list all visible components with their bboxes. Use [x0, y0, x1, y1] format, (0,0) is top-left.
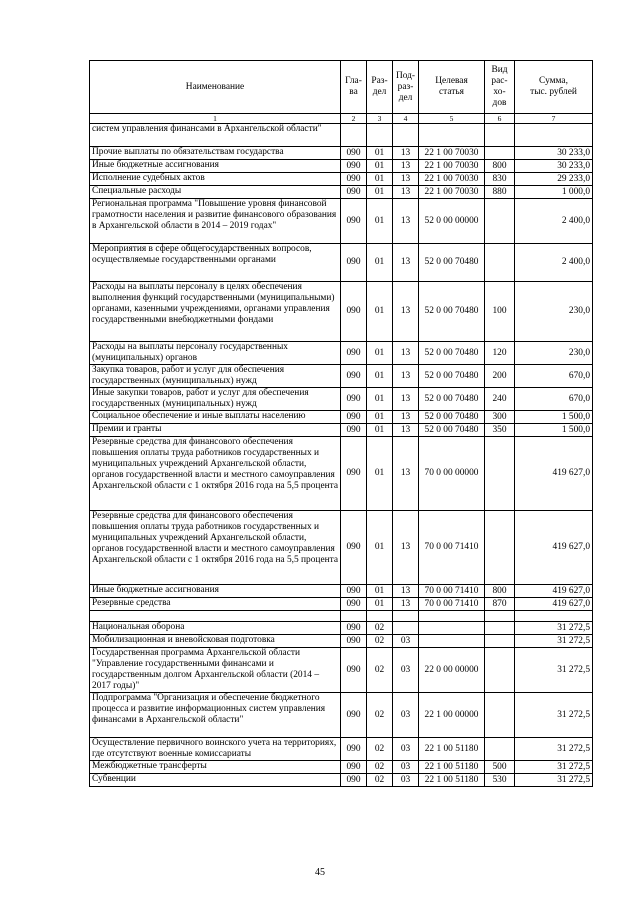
- row-podrazdel: 13: [393, 186, 419, 199]
- row-vid: [485, 611, 515, 622]
- row-razdel: 01: [367, 282, 393, 342]
- row-podrazdel: 13: [393, 437, 419, 511]
- row-sum: 1 500,0: [515, 424, 593, 437]
- row-sum: [515, 611, 593, 622]
- row-target: 22 0 00 00000: [419, 648, 485, 693]
- row-vid: 100: [485, 282, 515, 342]
- table-row: [90, 622, 593, 635]
- row-name: Иные бюджетные ассигнования: [90, 585, 341, 598]
- row-podrazdel: 13: [393, 160, 419, 173]
- row-glava: 090: [341, 635, 367, 648]
- row-glava: 090: [341, 424, 367, 437]
- row-glava: 090: [341, 437, 367, 511]
- row-razdel: 02: [367, 738, 393, 761]
- table-row-blank: [90, 611, 593, 622]
- row-podrazdel: 03: [393, 774, 419, 787]
- row-target: 22 1 00 51180: [419, 774, 485, 787]
- row-name: Мероприятия в сфере общегосударственных вопросов, осуществляемые государственными органами: [90, 244, 341, 282]
- row-podrazdel: 13: [393, 147, 419, 160]
- row-sum: 31 272,5: [515, 622, 593, 635]
- row-vid: [485, 635, 515, 648]
- row-sum: 230,0: [515, 342, 593, 365]
- row-razdel: 01: [367, 424, 393, 437]
- row-razdel: 02: [367, 693, 393, 738]
- table-row: [90, 511, 593, 585]
- row-podrazdel: 13: [393, 424, 419, 437]
- table-row: [90, 761, 593, 774]
- row-sum: 2 400,0: [515, 199, 593, 244]
- row-target: 52 0 00 70480: [419, 424, 485, 437]
- row-sum: 1 500,0: [515, 411, 593, 424]
- col-number: 3: [367, 114, 393, 124]
- row-podrazdel: [393, 124, 419, 147]
- row-razdel: 01: [367, 437, 393, 511]
- row-razdel: 02: [367, 761, 393, 774]
- row-vid: [485, 437, 515, 511]
- row-razdel: 01: [367, 160, 393, 173]
- header-sum-text: Сумма, тыс. рублей: [530, 76, 577, 97]
- row-glava: 090: [341, 598, 367, 611]
- row-glava: [341, 124, 367, 147]
- table-header-row: [90, 61, 593, 114]
- row-target: 52 0 00 70480: [419, 244, 485, 282]
- row-razdel: 01: [367, 411, 393, 424]
- row-target: 70 0 00 00000: [419, 437, 485, 511]
- row-target: 22 1 00 70030: [419, 160, 485, 173]
- row-vid: [485, 738, 515, 761]
- col-number: 6: [485, 114, 515, 124]
- table-row: [90, 693, 593, 738]
- row-sum: 230,0: [515, 282, 593, 342]
- row-name: Премии и гранты: [90, 424, 341, 437]
- header-razdel: [367, 61, 393, 114]
- row-glava: 090: [341, 186, 367, 199]
- row-vid: 300: [485, 411, 515, 424]
- row-sum: 31 272,5: [515, 648, 593, 693]
- row-glava: 090: [341, 160, 367, 173]
- row-podrazdel: 13: [393, 365, 419, 388]
- row-target: 52 0 00 70480: [419, 411, 485, 424]
- row-podrazdel: 13: [393, 173, 419, 186]
- row-name: Мобилизационная и вневойсковая подготовка: [90, 635, 341, 648]
- row-target: 52 0 00 70480: [419, 388, 485, 411]
- header-podrazdel-text: Под- раз- дел: [395, 70, 416, 103]
- row-vid: [485, 199, 515, 244]
- row-glava: 090: [341, 388, 367, 411]
- header-sum: [515, 61, 593, 114]
- row-glava: 090: [341, 693, 367, 738]
- row-name: Социальное обеспечение и иные выплаты населению: [90, 411, 341, 424]
- row-glava: [341, 611, 367, 622]
- row-vid: [485, 648, 515, 693]
- row-razdel: 01: [367, 147, 393, 160]
- row-vid: 350: [485, 424, 515, 437]
- row-vid: [485, 147, 515, 160]
- row-razdel: 01: [367, 244, 393, 282]
- row-name: Осуществление первичного воинского учета на территориях, где отсутствуют военные комиссариаты: [90, 738, 341, 761]
- table-row: [90, 199, 593, 244]
- row-vid: [485, 244, 515, 282]
- row-target: [419, 635, 485, 648]
- row-vid: [485, 511, 515, 585]
- row-podrazdel: 13: [393, 199, 419, 244]
- row-target: 22 1 00 51180: [419, 738, 485, 761]
- row-target: 22 1 00 70030: [419, 147, 485, 160]
- row-sum: 419 627,0: [515, 585, 593, 598]
- header-target-text: Целевая статья: [435, 76, 468, 97]
- row-razdel: [367, 611, 393, 622]
- row-target: 52 0 00 00000: [419, 199, 485, 244]
- row-vid: 880: [485, 186, 515, 199]
- row-sum: 31 272,5: [515, 693, 593, 738]
- row-razdel: 01: [367, 342, 393, 365]
- row-vid: [485, 693, 515, 738]
- table-row: [90, 411, 593, 424]
- row-target: 22 1 00 00000: [419, 693, 485, 738]
- table-row: [90, 342, 593, 365]
- row-name: Подпрограмма "Организация и обеспечение бюджетного процесса и развитие информационных систем управления финансами в Архангельской области": [90, 693, 341, 738]
- page-number: 45: [315, 867, 325, 878]
- row-razdel: 02: [367, 622, 393, 635]
- row-target: [419, 124, 485, 147]
- row-vid: 800: [485, 585, 515, 598]
- row-name: Резервные средства для финансового обеспечения повышения оплаты труда работников государственных и муниципальных учреждений Архангельской области, органов государственной власти и местного самоуправления Архангельской области с 1 октября 2016 года на 5,5 процента: [90, 437, 341, 511]
- row-sum: 670,0: [515, 388, 593, 411]
- table-row: [90, 774, 593, 787]
- row-sum: 31 272,5: [515, 635, 593, 648]
- row-name: Специальные расходы: [90, 186, 341, 199]
- row-podrazdel: 13: [393, 411, 419, 424]
- row-sum: 31 272,5: [515, 738, 593, 761]
- row-sum: 30 233,0: [515, 160, 593, 173]
- row-glava: 090: [341, 585, 367, 598]
- row-glava: 090: [341, 147, 367, 160]
- column-number-row: [90, 114, 593, 124]
- row-glava: 090: [341, 511, 367, 585]
- row-name: Региональная программа "Повышение уровня финансовой грамотности населения и развитие финансового образования в Архангельской области в 2014 – 2019 годах": [90, 199, 341, 244]
- row-podrazdel: 03: [393, 761, 419, 774]
- table-row: [90, 648, 593, 693]
- row-vid: 500: [485, 761, 515, 774]
- row-glava: 090: [341, 282, 367, 342]
- row-name: Государственная программа Архангельской области "Управление государственными финансами и государственным долгом Архангельской области (2014 – 2017 годы)": [90, 648, 341, 693]
- row-glava: 090: [341, 774, 367, 787]
- header-glava: [341, 61, 367, 114]
- row-name: Прочие выплаты по обязательствам государства: [90, 147, 341, 160]
- row-vid: 120: [485, 342, 515, 365]
- row-vid: 870: [485, 598, 515, 611]
- table-row: [90, 437, 593, 511]
- table-row: [90, 186, 593, 199]
- table-row: [90, 244, 593, 282]
- table-row: [90, 365, 593, 388]
- table-row: [90, 124, 593, 147]
- header-razdel-text: Раз- дел: [371, 76, 388, 97]
- table-row: [90, 635, 593, 648]
- table-row: [90, 160, 593, 173]
- row-vid: 830: [485, 173, 515, 186]
- col-number: 5: [419, 114, 485, 124]
- row-glava: 090: [341, 199, 367, 244]
- row-sum: 419 627,0: [515, 437, 593, 511]
- row-vid: 530: [485, 774, 515, 787]
- row-name: Иные бюджетные ассигнования: [90, 160, 341, 173]
- row-razdel: 01: [367, 173, 393, 186]
- table-row: [90, 282, 593, 342]
- row-razdel: 01: [367, 365, 393, 388]
- row-target: [419, 622, 485, 635]
- row-podrazdel: 13: [393, 388, 419, 411]
- row-name: Исполнение судебных актов: [90, 173, 341, 186]
- row-vid: [485, 622, 515, 635]
- row-target: 70 0 00 71410: [419, 585, 485, 598]
- row-razdel: 02: [367, 774, 393, 787]
- header-target: [419, 61, 485, 114]
- row-vid: 240: [485, 388, 515, 411]
- row-target: 22 1 00 51180: [419, 761, 485, 774]
- row-razdel: 02: [367, 635, 393, 648]
- row-podrazdel: 03: [393, 648, 419, 693]
- row-razdel: 01: [367, 199, 393, 244]
- row-target: 22 1 00 70030: [419, 186, 485, 199]
- row-sum: 29 233,0: [515, 173, 593, 186]
- row-glava: 090: [341, 244, 367, 282]
- row-glava: 090: [341, 342, 367, 365]
- header-vid-text: Вид рас- хо- дов: [491, 65, 508, 108]
- row-razdel: 01: [367, 598, 393, 611]
- table-row: [90, 173, 593, 186]
- header-glava-text: Гла- ва: [345, 76, 362, 97]
- row-target: [419, 611, 485, 622]
- row-podrazdel: 13: [393, 511, 419, 585]
- row-target: 52 0 00 70480: [419, 365, 485, 388]
- header-name: Наименование: [90, 61, 341, 114]
- row-name: Резервные средства для финансового обеспечения повышения оплаты труда работников государственных и муниципальных учреждений Архангельской области, органов государственной власти и местного самоуправления Архангельской области с 1 октября 2016 года на 5,5 процента: [90, 511, 341, 585]
- row-podrazdel: 13: [393, 598, 419, 611]
- row-razdel: [367, 124, 393, 147]
- row-target: 52 0 00 70480: [419, 342, 485, 365]
- row-name: Национальная оборона: [90, 622, 341, 635]
- header-podrazdel: [393, 61, 419, 114]
- row-podrazdel: 13: [393, 282, 419, 342]
- row-podrazdel: [393, 622, 419, 635]
- row-sum: 419 627,0: [515, 511, 593, 585]
- row-name: Иные закупки товаров, работ и услуг для обеспечения государственных (муниципальных) нужд: [90, 388, 341, 411]
- row-name: Расходы на выплаты персоналу государственных (муниципальных) органов: [90, 342, 341, 365]
- row-vid: 800: [485, 160, 515, 173]
- row-sum: 2 400,0: [515, 244, 593, 282]
- row-podrazdel: 13: [393, 244, 419, 282]
- col-number: 7: [515, 114, 593, 124]
- row-podrazdel: 13: [393, 585, 419, 598]
- row-name: Резервные средства: [90, 598, 341, 611]
- row-name: Межбюджетные трансферты: [90, 761, 341, 774]
- budget-table: [89, 60, 593, 787]
- col-number: 1: [90, 114, 341, 124]
- row-razdel: 01: [367, 186, 393, 199]
- row-sum: 31 272,5: [515, 761, 593, 774]
- row-glava: 090: [341, 648, 367, 693]
- row-glava: 090: [341, 622, 367, 635]
- col-number: 2: [341, 114, 367, 124]
- row-sum: 670,0: [515, 365, 593, 388]
- row-target: 52 0 00 70480: [419, 282, 485, 342]
- row-razdel: 01: [367, 511, 393, 585]
- row-sum: 419 627,0: [515, 598, 593, 611]
- row-target: 70 0 00 71410: [419, 511, 485, 585]
- row-name: Закупка товаров, работ и услуг для обеспечения государственных (муниципальных) нужд: [90, 365, 341, 388]
- row-target: 70 0 00 71410: [419, 598, 485, 611]
- row-glava: 090: [341, 173, 367, 186]
- row-vid: 200: [485, 365, 515, 388]
- row-razdel: 01: [367, 388, 393, 411]
- row-glava: 090: [341, 411, 367, 424]
- row-sum: [515, 124, 593, 147]
- row-glava: 090: [341, 365, 367, 388]
- table-row: [90, 738, 593, 761]
- table-row: [90, 147, 593, 160]
- col-number: 4: [393, 114, 419, 124]
- row-sum: 30 233,0: [515, 147, 593, 160]
- table-row: [90, 424, 593, 437]
- row-name: [90, 611, 341, 622]
- header-vid: [485, 61, 515, 114]
- row-name: систем управления финансами в Архангельской области": [90, 124, 341, 147]
- row-razdel: 01: [367, 585, 393, 598]
- row-sum: 1 000,0: [515, 186, 593, 199]
- row-podrazdel: 03: [393, 738, 419, 761]
- row-name: Субвенции: [90, 774, 341, 787]
- row-glava: 090: [341, 761, 367, 774]
- table-row: [90, 598, 593, 611]
- row-target: 22 1 00 70030: [419, 173, 485, 186]
- row-glava: 090: [341, 738, 367, 761]
- budget-table-page: [89, 60, 592, 787]
- table-row: [90, 585, 593, 598]
- row-razdel: 02: [367, 648, 393, 693]
- row-sum: 31 272,5: [515, 774, 593, 787]
- table-row: [90, 388, 593, 411]
- row-podrazdel: 13: [393, 342, 419, 365]
- row-podrazdel: [393, 611, 419, 622]
- row-name: Расходы на выплаты персоналу в целях обеспечения выполнения функций государственными (муниципальными) органами, казенными учреждениями, органами управления государственными внебюджетными фондами: [90, 282, 341, 342]
- row-vid: [485, 124, 515, 147]
- row-podrazdel: 03: [393, 635, 419, 648]
- row-podrazdel: 03: [393, 693, 419, 738]
